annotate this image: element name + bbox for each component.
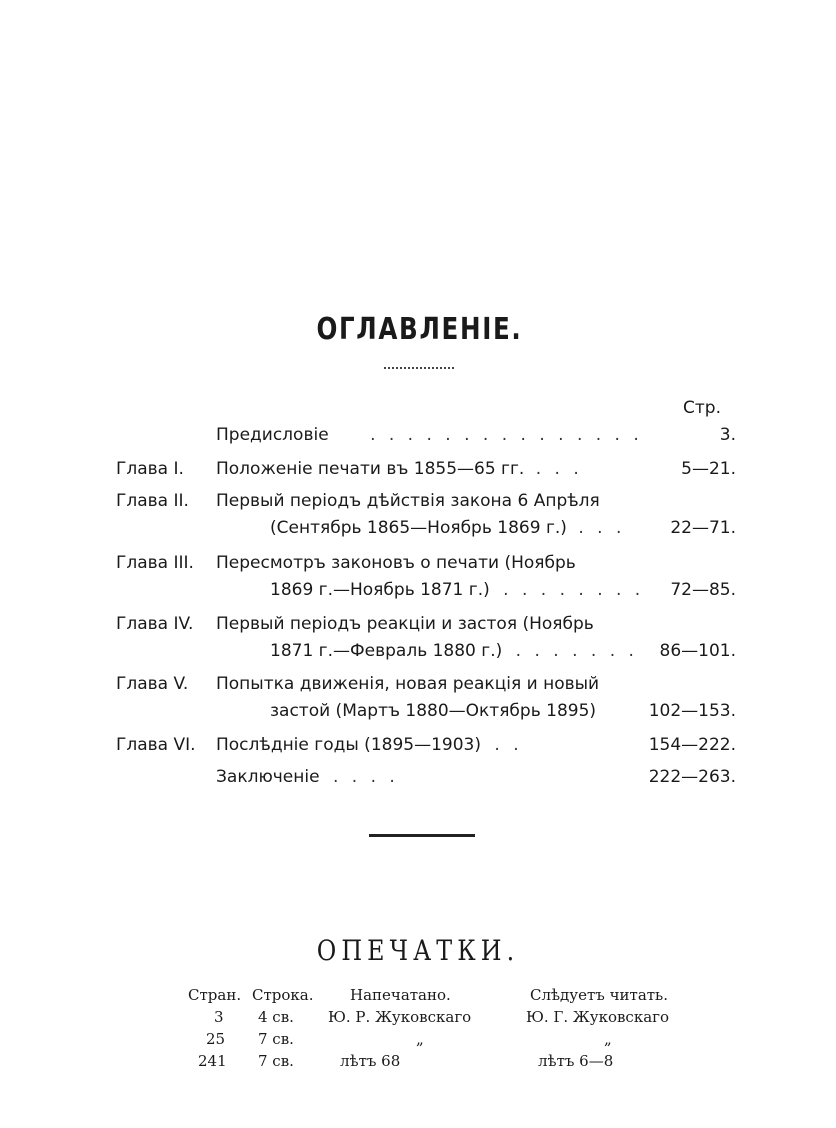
toc-chapter-label: Глава III. bbox=[116, 553, 194, 573]
toc-chapter-label: Глава IV. bbox=[116, 614, 194, 634]
toc-entry-title: Послѣдніе годы (1895—1903) bbox=[216, 735, 481, 755]
errata-printed: Ю. Р. Жуковскаго bbox=[328, 1008, 472, 1026]
errata-col-line: Строка. bbox=[252, 986, 314, 1004]
toc-leader-dots: . . bbox=[494, 735, 523, 755]
toc-chapter-label: Глава I. bbox=[116, 459, 184, 479]
toc-entry-title-cont: 1871 г.—Февраль 1880 г.) bbox=[270, 641, 503, 661]
toc-entry-pages: 72—85. bbox=[670, 580, 736, 600]
toc-entry-title: Положеніе печати въ 1855—65 гг. bbox=[216, 459, 525, 479]
toc-entry-title: Попытка движенія, новая реакція и новый bbox=[216, 674, 600, 694]
toc-entry-title: Предисловіе bbox=[216, 425, 329, 445]
toc-entry-title-cont: 1869 г.—Ноябрь 1871 г.) bbox=[270, 580, 490, 600]
toc-chapter-label: Глава VI. bbox=[116, 735, 196, 755]
toc-title: ОГЛАВЛЕНІЕ. bbox=[316, 312, 523, 347]
toc-entry-title: Первый періодъ реакціи и застоя (Ноябрь bbox=[216, 614, 594, 634]
toc-leader-dots: . . . . . . . bbox=[515, 641, 638, 661]
toc-entry-pages: 5—21. bbox=[681, 459, 736, 479]
toc-entry-pages: 86—101. bbox=[659, 641, 736, 661]
errata-printed: лѣтъ 68 bbox=[340, 1052, 401, 1070]
toc-entry-title: Заключеніе bbox=[216, 767, 320, 787]
toc-chapter-label: Глава II. bbox=[116, 491, 189, 511]
toc-entry-pages: 154—222. bbox=[648, 735, 736, 755]
errata-col-printed: Напечатано. bbox=[350, 986, 451, 1004]
errata-title: ОПЕЧАТКИ. bbox=[316, 934, 520, 967]
errata-table bbox=[180, 986, 700, 1074]
toc-leader-dots: . . . bbox=[535, 459, 583, 479]
toc-leader-dots: . . . . . . . . bbox=[503, 580, 645, 600]
errata-row bbox=[180, 1008, 700, 1030]
errata-should-read: лѣтъ 6—8 bbox=[538, 1052, 614, 1070]
errata-page: 241 bbox=[198, 1052, 227, 1070]
errata-row bbox=[180, 1030, 700, 1052]
errata-should-read: „ bbox=[604, 1030, 612, 1048]
errata-line: 7 св. bbox=[258, 1052, 294, 1070]
errata-col-should-read: Слѣдуетъ читать. bbox=[530, 986, 668, 1004]
errata-line: 7 св. bbox=[258, 1030, 294, 1048]
errata-printed: „ bbox=[416, 1030, 424, 1048]
toc-leader-dots: . . . . bbox=[332, 767, 399, 787]
toc-leader-dots: . . . . . . . . . . . . . . . bbox=[370, 425, 643, 445]
errata-page: 25 bbox=[206, 1030, 226, 1048]
errata-col-page: Стран. bbox=[188, 986, 242, 1004]
errata-page: 3 bbox=[214, 1008, 224, 1026]
errata-header-row bbox=[180, 986, 700, 1008]
toc-entry-title-cont: застой (Мартъ 1880—Октябрь 1895) bbox=[270, 701, 597, 721]
toc-entry-pages: 22—71. bbox=[670, 518, 736, 538]
section-divider bbox=[369, 834, 475, 837]
toc-entry-title: Первый періодъ дѣйствія закона 6 Апрѣля bbox=[216, 491, 600, 511]
toc-leader-dots: . . . bbox=[578, 518, 626, 538]
errata-row bbox=[180, 1052, 700, 1074]
errata-line: 4 св. bbox=[258, 1008, 294, 1026]
page-column-header: Стр. bbox=[683, 398, 721, 418]
toc-entry-pages: 102—153. bbox=[648, 701, 736, 721]
errata-should-read: Ю. Г. Жуковскаго bbox=[526, 1008, 670, 1026]
toc-entry-title: Пересмотръ законовъ о печати (Ноябрь bbox=[216, 553, 576, 573]
toc-entry-pages: 3. bbox=[719, 425, 736, 445]
toc-entry-pages: 222—263. bbox=[648, 767, 736, 787]
toc-chapter-label: Глава V. bbox=[116, 674, 189, 694]
title-ornament bbox=[384, 367, 454, 373]
toc-entry-title-cont: (Сентябрь 1865—Ноябрь 1869 г.) bbox=[270, 518, 567, 538]
